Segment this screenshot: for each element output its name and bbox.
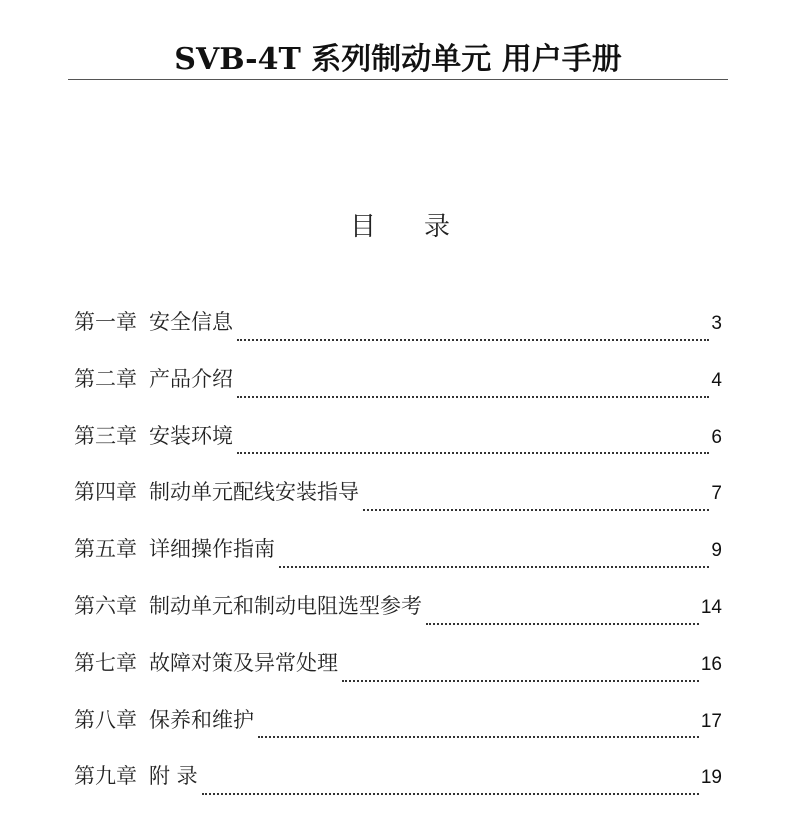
toc-page-number: 17 [700, 710, 722, 732]
toc-entry-chapter-4[interactable] [74, 476, 722, 533]
toc-heading-right: 录 [424, 212, 451, 242]
toc-entry-chapter-2[interactable] [74, 363, 722, 420]
table-of-contents [74, 306, 722, 817]
toc-heading [0, 206, 800, 243]
toc-chapter-label: 第六章 [74, 593, 137, 618]
toc-entry-title: 制动单元和制动电阻选型参考 [149, 593, 422, 618]
toc-page-number: 3 [711, 313, 722, 334]
toc-entry-title: 安全信息 [149, 310, 233, 334]
toc-page-number: 6 [711, 426, 722, 448]
toc-entry-title: 产品介绍 [149, 366, 233, 391]
dot-leader [237, 337, 709, 341]
toc-chapter-label: 第二章 [74, 366, 137, 391]
dot-leader [237, 394, 709, 398]
dot-leader [342, 678, 699, 682]
toc-entry-title: 安装环境 [149, 423, 233, 448]
toc-chapter-label: 第三章 [74, 423, 137, 448]
toc-entry-chapter-8[interactable] [74, 704, 722, 761]
toc-entry-chapter-5[interactable] [74, 533, 722, 590]
dot-leader [363, 507, 709, 511]
toc-page-number: 14 [700, 596, 722, 618]
toc-entry-chapter-1[interactable] [74, 306, 722, 363]
toc-page-number: 19 [700, 767, 722, 789]
toc-entry-chapter-6[interactable] [74, 590, 722, 647]
toc-chapter-label: 第八章 [74, 707, 137, 732]
dot-leader [426, 621, 699, 625]
toc-chapter-label: 第七章 [74, 650, 137, 675]
toc-entry-title: 故障对策及异常处理 [149, 650, 338, 675]
document-header [68, 28, 728, 80]
toc-chapter-label: 第一章 [74, 310, 137, 334]
toc-entry-title: 制动单元配线安装指导 [149, 480, 359, 505]
toc-chapter-label: 第四章 [74, 480, 137, 505]
toc-entry-chapter-9[interactable] [74, 760, 722, 817]
toc-entry-title: 保养和维护 [149, 707, 254, 732]
toc-page-number: 4 [711, 369, 722, 391]
dot-leader [279, 564, 709, 568]
document-title: SVB-4T 系列制动单元 用户手册 [174, 42, 622, 77]
toc-page-number: 7 [711, 483, 722, 505]
toc-entry-title: 详细操作指南 [149, 537, 275, 562]
toc-page-number: 9 [711, 540, 722, 562]
toc-page-number: 16 [700, 653, 722, 675]
toc-heading-left: 目 [349, 212, 376, 242]
dot-leader [202, 791, 699, 795]
dot-leader [258, 734, 699, 738]
toc-entry-chapter-3[interactable] [74, 420, 722, 477]
toc-entry-chapter-7[interactable] [74, 647, 722, 704]
toc-chapter-label: 第九章 [74, 764, 137, 789]
dot-leader [237, 450, 709, 454]
toc-chapter-label: 第五章 [74, 537, 137, 562]
toc-entry-title: 附 录 [149, 764, 198, 789]
